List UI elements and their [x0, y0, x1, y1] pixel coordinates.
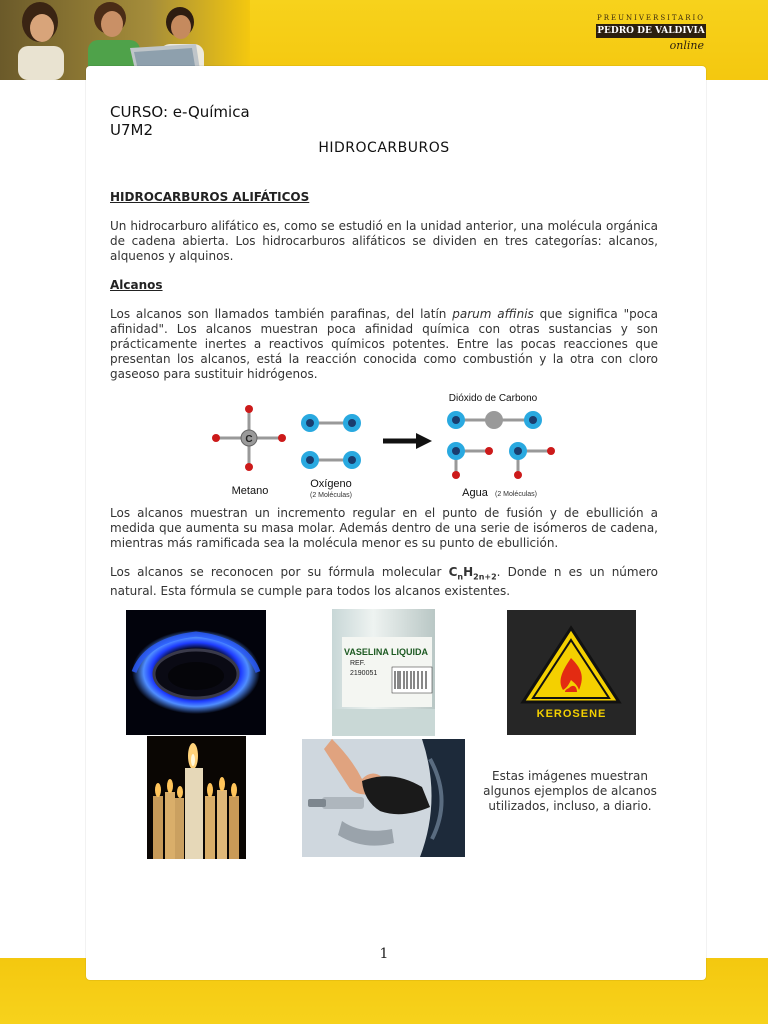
formula-c: C	[448, 565, 458, 579]
fuel-nozzle-image	[302, 739, 465, 857]
kerosene-sign-image	[507, 610, 636, 735]
gas-flame-image	[126, 610, 266, 735]
kerosene-label: KEROSENE	[536, 708, 607, 720]
paragraph-alifaticos: Un hidrocarburo alifático es, como se estudió en la unidad anterior, una molécula orgánica de cadena abierta. Los hidrocarburos alifáticos se dividen en tres categorías: alcanos, alquenos y alquinos.	[110, 219, 658, 263]
vaselina-label: VASELINA LIQUIDA	[344, 647, 429, 657]
atom-c-label: C	[245, 434, 253, 445]
paragraph-alcanos-formula	[110, 565, 658, 599]
combustion-diagram	[200, 388, 570, 506]
reaction-arrow-icon	[383, 433, 432, 449]
vaselina-bottle-image	[332, 609, 435, 736]
water-label: Agua	[462, 487, 488, 499]
formula-n: n	[457, 572, 464, 582]
images-caption: Estas imágenes muestran algunos ejemplos de alcanos utilizados, incluso, a diario.	[483, 769, 657, 813]
p1-text-a: Los alcanos son llamados también parafinas, del latín	[110, 307, 453, 321]
paragraph-alcanos-1	[110, 307, 658, 382]
course-name: CURSO: e-Química	[110, 103, 250, 121]
oxygen-label: Oxígeno	[310, 478, 352, 490]
preuniversitario-logo	[596, 14, 706, 64]
formula-h-sub: 2n+2	[473, 572, 497, 582]
co2-label: Dióxido de Carbono	[448, 393, 538, 404]
logo-name: PEDRO DE VALDIVIA	[597, 26, 705, 36]
p3-text-b: . Donde n es un número natural. Esta fórmula se cumple para todos los alcanos existentes.	[110, 565, 658, 599]
p1-latin: parum affinis	[452, 307, 534, 321]
page-number: 1	[379, 946, 389, 962]
formula-h: H	[463, 565, 474, 579]
section-heading-alcanos: Alcanos	[110, 278, 163, 292]
p3-text-a: Los alcanos se reconocen por su fórmula molecular	[110, 565, 449, 579]
vaselina-code: 2190051	[350, 670, 378, 677]
methane-molecule	[212, 405, 286, 471]
water-molecules	[447, 442, 555, 479]
p1-text-b: que significa "poca afinidad". Los alcanos muestran poca afinidad química con otras sustancias y son prácticamente inertes a reactivos químicos potentes. Entre las pocas reacciones que presentan los alcanos, está la reacción conocida como combustión y la otra con cloro gaseoso para sustituir hidrógenos.	[110, 307, 658, 381]
document-title: HIDROCARBUROS	[318, 140, 450, 156]
oxygen-molecules	[301, 414, 361, 469]
water-sublabel: (2 Moléculas)	[494, 491, 538, 498]
section-heading-alifaticos: HIDROCARBUROS ALIFÁTICOS	[110, 190, 310, 204]
course-unit: U7M2	[110, 121, 154, 139]
paragraph-alcanos-2: Los alcanos muestran un incremento regular en el punto de fusión y de ebullición a medida que aumenta su masa molar. Además dentro de una serie de isómeros de cadena, mientras más ramificada sea la molécula menor es su punto de ebullición.	[110, 506, 658, 550]
logo-subtitle: PREUNIVERSITARIO	[597, 14, 705, 22]
candles-image	[147, 736, 246, 859]
vaselina-ref: REF.	[350, 660, 366, 667]
oxygen-sublabel: (2 Moléculas)	[309, 492, 353, 499]
logo-online: online	[669, 39, 704, 52]
course-block	[110, 103, 250, 139]
co2-molecule	[447, 411, 542, 429]
methane-label: Metano	[231, 485, 269, 497]
